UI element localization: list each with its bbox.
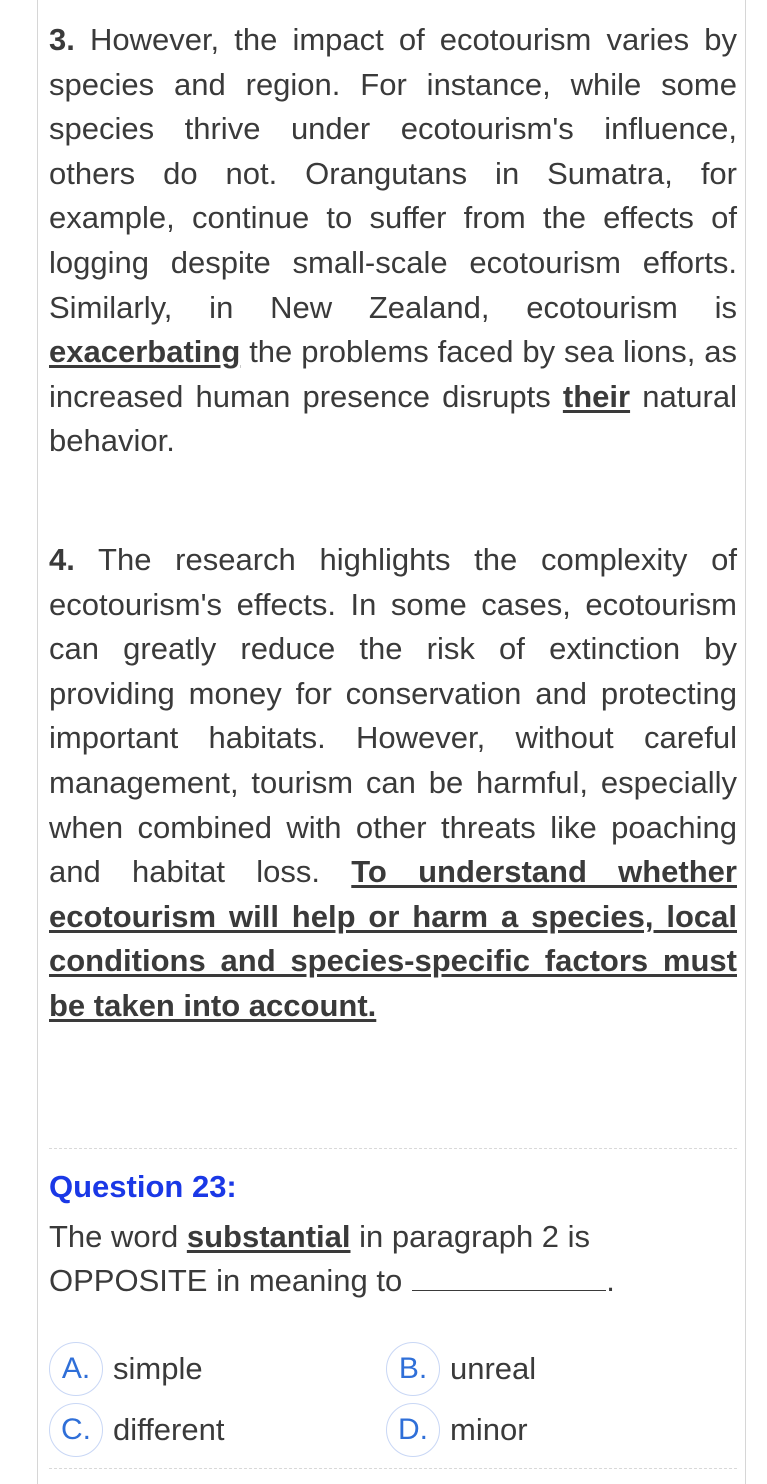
underlined-word-their: their	[562, 378, 631, 414]
answer-blank	[412, 1264, 606, 1291]
paragraph-text: natural behavior.	[49, 378, 737, 459]
option-d[interactable]	[387, 1404, 528, 1456]
paragraph-number: 4.	[49, 542, 75, 577]
paragraph-text: However, the impact of ecotourism varies by species and region. For instance, while some species thrive under ecotourism's influence, others do not. Orangutans in Sumatra, for example, continue to suffer from the effects of logging despite small-scale ecotourism efforts. Similarly, in New Zealand, ecotourism is	[49, 22, 737, 325]
option-c[interactable]	[50, 1404, 224, 1456]
divider	[49, 1468, 737, 1469]
paragraph-4	[49, 538, 737, 1029]
option-text: simple	[113, 1351, 203, 1386]
question-text-part: The word	[49, 1219, 187, 1254]
paragraph-3	[49, 18, 737, 464]
divider	[49, 1148, 737, 1149]
paragraph-number: 3.	[49, 22, 75, 57]
question-title: Question 23:	[49, 1169, 237, 1204]
question-text	[49, 1215, 737, 1303]
option-a[interactable]	[50, 1343, 203, 1395]
option-letter: C.	[49, 1403, 103, 1457]
paragraph-text: The research highlights the complexity of ecotourism's effects. In some cases, ecotourism can greatly reduce the risk of extinction by providing money for conservation and protecting important habitats. However, without careful management, tourism can be harmful, especially when combined with other threats like poaching and habitat loss.	[49, 542, 737, 890]
option-letter: D.	[386, 1403, 440, 1457]
option-b[interactable]	[387, 1343, 536, 1395]
question-text-part: in paragraph 2 is OPPOSITE in meaning to	[49, 1219, 591, 1298]
option-text: unreal	[450, 1351, 537, 1386]
underlined-sentence: To understand whether ecotourism will help or harm a species, local conditions and species-specific factors must be taken into account.	[49, 854, 737, 1023]
question-end: .	[606, 1263, 615, 1298]
option-letter: B.	[386, 1342, 440, 1396]
option-letter: A.	[49, 1342, 103, 1396]
question-keyword: substantial	[186, 1219, 351, 1254]
paragraph-text: the problems faced by sea lions, as increased human presence disrupts	[49, 334, 737, 414]
option-text: different	[113, 1412, 225, 1447]
option-text: minor	[450, 1412, 528, 1447]
underlined-word-exacerbating: exacerbating	[49, 334, 241, 370]
